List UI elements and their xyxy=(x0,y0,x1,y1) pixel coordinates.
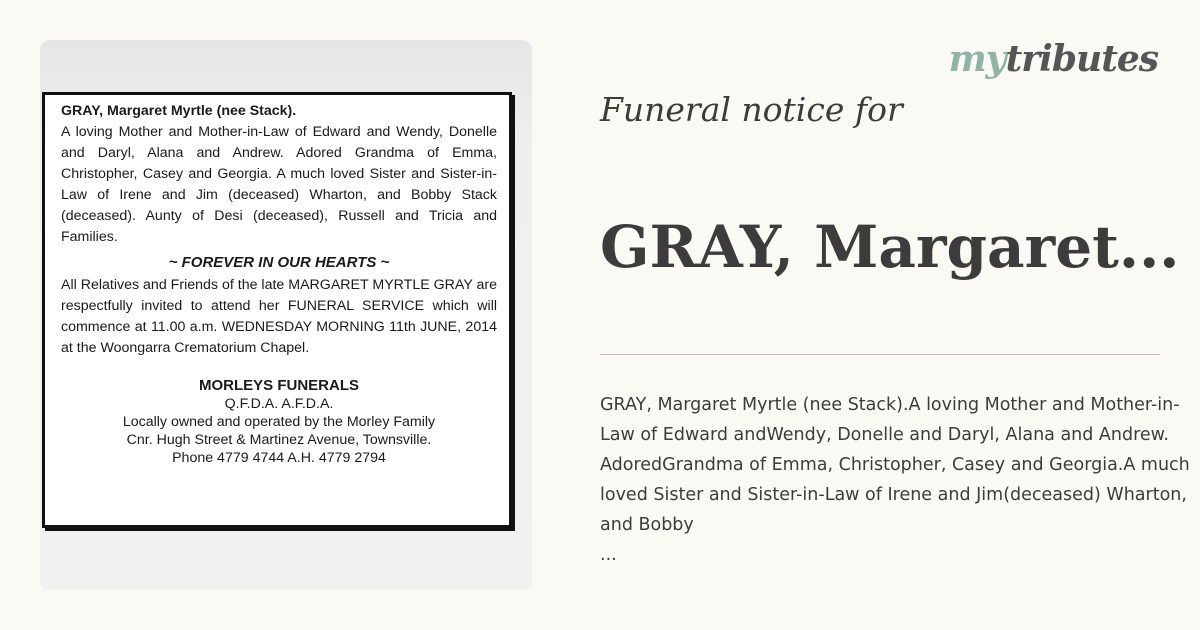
director-phone: Phone 4779 4744 A.H. 4779 2794 xyxy=(172,450,386,466)
page-subtitle: Funeral notice for xyxy=(600,90,903,129)
logo-tributes: tributes xyxy=(1005,38,1158,80)
notice-heading: GRAY, Margaret Myrtle (nee Stack). xyxy=(61,103,297,119)
mytributes-logo[interactable] xyxy=(949,38,1158,80)
funeral-director-block xyxy=(61,377,497,467)
funeral-notice-clipping xyxy=(42,92,512,528)
notice-excerpt xyxy=(600,390,1198,570)
excerpt-text: GRAY, Margaret Myrtle (nee Stack).A loving Mother and Mother-in-Law of Edward andWendy, Donelle and Daryl, Alana and Andrew. AdoredGrandma of Emma, Christopher, Casey and Georgia.A much loved Sister and Sister-in-Law of Irene and Jim(deceased) Wharton, and Bobby xyxy=(600,395,1190,535)
deceased-name-title: GRAY, Margaret... xyxy=(600,213,1180,281)
divider xyxy=(600,354,1160,355)
director-name: MORLEYS FUNERALS xyxy=(198,377,359,394)
notice-image-card xyxy=(40,40,532,590)
director-qualifications: Q.F.D.A. A.F.D.A. xyxy=(224,396,334,412)
notice-paragraph-service: All Relatives and Friends of the late MARGARET MYRTLE GRAY are respectfully invited to attend her FUNERAL SERVICE which will commence at 11.00 a.m. WEDNESDAY MORNING 11th JUNE, 2014 at the Woongarra Crematorium Chapel. xyxy=(61,277,497,356)
notice-paragraph-family: A loving Mother and Mother-in-Law of Edward and Wendy, Donelle and Daryl, Alana and Andrew. Adored Grandma of Emma, Christopher, Casey and Georgia. A much loved Sister and Sister-in-Law of Irene and Jim (deceased) Wharton, and Bobby Stack (deceased). Aunty of Desi (deceased), Russell and Tricia and Families. xyxy=(61,124,497,245)
excerpt-ellipsis: ... xyxy=(600,545,617,565)
director-line-2: Cnr. Hugh Street & Martinez Avenue, Townsville. xyxy=(126,432,432,448)
logo-my: my xyxy=(948,38,1006,80)
director-line-1: Locally owned and operated by the Morley Family xyxy=(122,414,436,430)
notice-banner: ~ FOREVER IN OUR HEARTS ~ xyxy=(168,254,390,271)
